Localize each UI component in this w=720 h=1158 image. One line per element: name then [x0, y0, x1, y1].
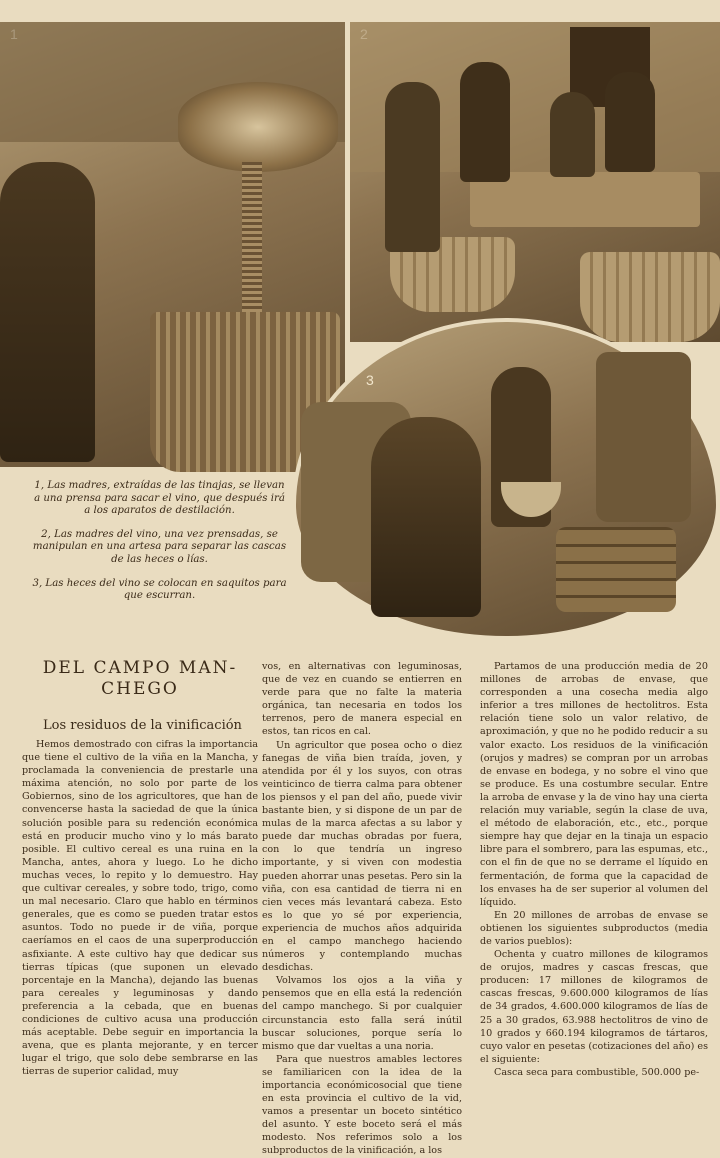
article-column-1	[22, 738, 258, 1078]
hanging-sacks	[596, 352, 691, 522]
barrel	[556, 527, 676, 612]
worker-figure	[550, 92, 595, 177]
photo-captions	[32, 480, 287, 614]
worker-figure	[0, 162, 95, 462]
photo-press	[0, 22, 345, 467]
press-plate	[178, 82, 338, 172]
paragraph: Un agricultor que posea ocho o diez fanegas de viña bien traída, joven, y atendida por él y los suyos, con otras veinticinco de tierra calma para obtener los piensos y el pan del año, puede vivir bastante bien, y si dispone de un par de mulas de la marca afectas a su labor y puede dar muchas obradas por fuera, con lo que tendría un ingreso importante, y si viven con modestia pueden ahorrar unas pesetas. Pero sin la viña, con esa cantidad de tierra ni en cien veces más levantará cabeza. Esto es lo que yo sé por experiencia, experiencia de muchos años adquirida en el campo manchego haciendo números y contemplando muchas desdichas.	[262, 739, 462, 974]
worker-figure	[460, 62, 510, 182]
headline-line-2: CHEGO	[101, 679, 179, 699]
paragraph: Partamos de una producción media de 20 millones de arrobas de envase, que corresponden a una cosecha media algo inferior a tres millones de hectolitros. Esta relación tiene solo un valor relativo, de aproximación, y que no he podido reducir a su valor exacto. Los residuos de la vinificación (orujos y madres) se compran por un arrobas de envase en bodega, y no sobre el vino que se produce. Es una costumbre secular. Entre la arroba de envase y la de vino hay una cierta relación muy variable, según la clase de uva, el método de elaboración, etc., etc., porque siempre hay que dejar en la tinaja un espacio libre para el sombrero, para las espumas, etc., con el fin de que no se derrame el líquido en fermentación, de forma que la capacidad de los envases ha de ser superior al volumen del líquido.	[480, 661, 708, 908]
article-headline	[20, 658, 260, 700]
worker-figure	[371, 417, 481, 617]
paragraph: Casca seca para combustible, 500.000 pe-	[494, 1066, 700, 1078]
photo-trough	[350, 22, 720, 342]
paragraph: Para que nuestros amables lectores se familiaricen con la idea de la importancia económicosocial que tiene en esta provincia el cultivo de la vid, vamos a presentar un boceto sintético del asunto. Y este boceto será el más modesto. Nos referimos solo a los subproductos de la vinificación, a los	[262, 1053, 462, 1157]
paragraph: Hemos demostrado con cifras la importancia que tiene el cultivo de la viña en la Mancha, y proclamada la conveniencia de prestarle una máxima atención, no solo por parte de los Gobiernos, sino de los agricultores, que han de convencerse hasta la saciedad de que la única solución posible para su redención económica está en producir mucho vino y lo más barato posible. El cultivo cereal es una ruina en la Mancha, antes, ahora y luego. Lo he dicho muchas veces, lo repito y lo demuestro. Hay que cultivar cereales, y sobre todo, trigo, como un mal necesario. Claro que hablo en términos generales, que es como se pueden tratar estos asuntos. Todo no puede ir de viña, porque caeríamos en el caos de una superproducción asfixiante. A este cultivo hay que dedicar sus tierras típicas (que suponen un elevado porcentaje en la Mancha), dejando las buenas para cereales y leguminosas y dando preferencia a la cebada, que en buenas condiciones de cultivo acusa una producción más aceptable. Debe seguir en importancia la avena, que es planta mejorante, y en tercer lugar el trigo, que solo debe sembrarse en las tierras de superior calidad, muy	[22, 739, 258, 1078]
worker-figure	[385, 82, 440, 252]
article-column-3	[480, 660, 708, 1078]
caption-1: 1, Las madres, extraídas de las tinajas, se llevan a una prensa para sacar el vino, que después irá a los aparatos de destilación.	[34, 480, 285, 517]
paragraph: Ochenta y cuatro millones de kilogramos de orujos, madres y cascas frescas, que producen: 17 millones de kilogramos de cascas frescas, 9.600.000 kilogramos de lías de 34 grados, 4.600.000 kilogramos de lías de 25 a 30 grados, 63.988 hectolitros de vino de 10 grados y 660.194 kilogramos de tártaros, cuyo valor en pesetas (cotizaciones del año) es el siguiente:	[480, 949, 708, 1065]
headline-line-1: DEL CAMPO MAN-	[42, 658, 238, 678]
caption-2: 2, Las madres del vino, una vez prensadas, se manipulan en una artesa para separar las cascas de las heces o lías.	[32, 528, 287, 565]
article-subheadline: Los residuos de la vinificación	[43, 718, 242, 733]
paragraph: vos, en alternativas con leguminosas, que de vez en cuando se entierren en verde para que no falte la materia orgánica, tan necesaria en todos los terrenos, pero de manera especial en estos, tan ricos en cal.	[262, 661, 462, 738]
paragraph: En 20 millones de arrobas de envase se obtienen los siguientes subproductos (media de varios pueblos):	[480, 909, 708, 947]
caption-3: 3, Las heces del vino se colocan en saquitos para que escurran.	[32, 577, 287, 602]
press-screw	[242, 162, 262, 327]
photo-number: 3	[366, 372, 374, 388]
photo-sacks	[292, 318, 720, 640]
tub-right	[580, 252, 720, 342]
article-column-2	[262, 660, 462, 1157]
worker-figure	[605, 72, 655, 172]
paragraph: Volvamos los ojos a la viña y pensemos que en ella está la redención del campo manchego. Si por cualquier circunstancia esto falla será inútil buscar soluciones, porque sería lo mismo que dar vueltas a una noria.	[262, 975, 462, 1052]
